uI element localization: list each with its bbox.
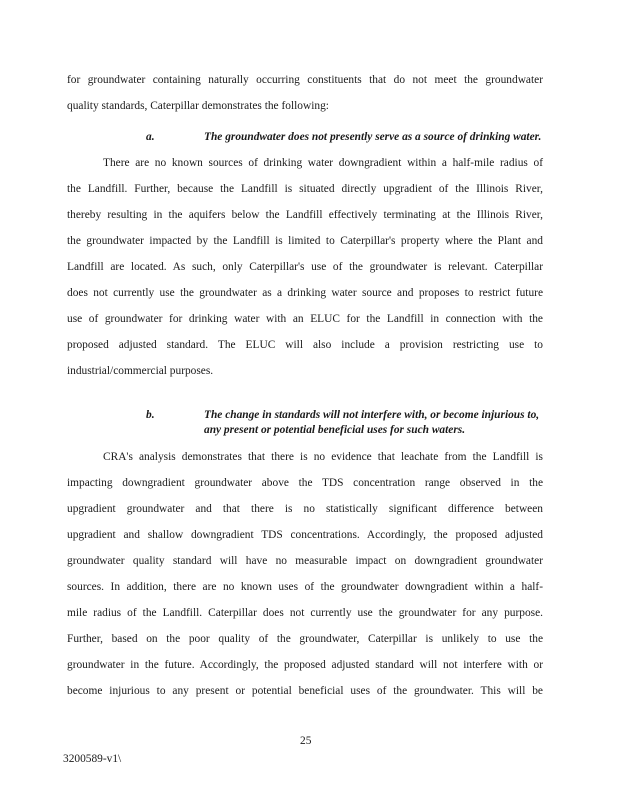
heading-b-marker: b. xyxy=(146,409,155,421)
paragraph-beneficial-uses xyxy=(67,451,543,711)
text-line: impacting downgradient groundwater above the TDS concentration range observed in the xyxy=(67,477,543,489)
text-line: There are no known sources of drinking water downgradient within a half-mile radius of xyxy=(103,157,543,169)
heading-a xyxy=(146,131,541,144)
text-line: groundwater in the future. Accordingly, the proposed adjusted standard will not interfere with or xyxy=(67,659,543,671)
text-line: CRA's analysis demonstrates that there is no evidence that leachate from the Landfill is xyxy=(103,451,543,463)
heading-a-marker: a. xyxy=(146,131,155,143)
text-line: does not currently use the groundwater as a drinking water source and proposes to restrict future xyxy=(67,287,543,299)
text-line: Landfill are located. As such, only Caterpillar's use of the groundwater is relevant. Caterpillar xyxy=(67,261,543,273)
text-line: industrial/commercial purposes. xyxy=(67,365,214,377)
document-id: 3200589-v1\ xyxy=(63,753,122,765)
heading-b-line2: any present or potential beneficial uses for such waters. xyxy=(204,424,466,436)
text-line: sources. In addition, there are no known uses of the groundwater downgradient within a half- xyxy=(67,581,543,593)
text-line: upgradient and shallow downgradient TDS concentrations. Accordingly, the proposed adjusted xyxy=(67,529,543,541)
heading-a-text: The groundwater does not presently serve as a source of drinking water. xyxy=(204,131,542,143)
text-line: groundwater quality standard will have no measurable impact on downgradient groundwater xyxy=(67,555,543,567)
page-number: 25 xyxy=(300,735,312,747)
paragraph-intro xyxy=(67,74,543,126)
text-line: for groundwater containing naturally occurring constituents that do not meet the groundwater xyxy=(67,74,543,86)
paragraph-drinking-water xyxy=(67,157,543,391)
text-line: proposed adjusted standard. The ELUC will also include a provision restricting use to xyxy=(67,339,543,351)
text-line: quality standards, Caterpillar demonstrates the following: xyxy=(67,100,329,112)
text-line: become injurious to any present or potential beneficial uses of the groundwater. This will be xyxy=(67,685,543,697)
heading-b-line1: The change in standards will not interfere with, or become injurious to, xyxy=(204,409,540,421)
text-line: mile radius of the Landfill. Caterpillar does not currently use the groundwater for any purpose. xyxy=(67,607,543,619)
text-line: upgradient groundwater and that there is no statistically significant difference between xyxy=(67,503,543,515)
text-line: use of groundwater for drinking water with an ELUC for the Landfill in connection with the xyxy=(67,313,543,325)
text-line: thereby resulting in the aquifers below the Landfill effectively terminating at the Illinois River, xyxy=(67,209,543,221)
text-line: Further, based on the poor quality of the groundwater, Caterpillar is unlikely to use the xyxy=(67,633,543,645)
text-line: the groundwater impacted by the Landfill is limited to Caterpillar's property where the Plant and xyxy=(67,235,543,247)
text-line: the Landfill. Further, because the Landfill is situated directly upgradient of the Illinois River, xyxy=(67,183,543,195)
